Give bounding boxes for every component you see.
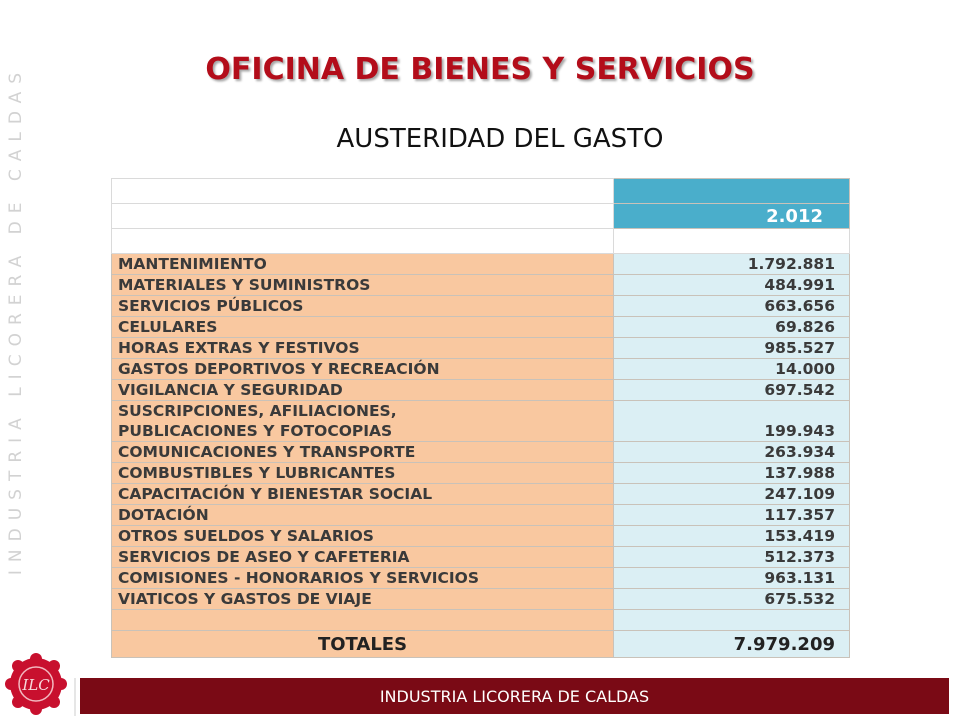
empty-value-cell: [614, 610, 850, 631]
footer-divider: [74, 678, 76, 716]
page-subtitle: AUSTERIDAD DEL GASTO: [336, 124, 664, 154]
licorera-seal-logo: [4, 652, 68, 716]
row-label-line2: PUBLICACIONES Y FOTOCOPIAS: [118, 422, 393, 440]
expense-table: [111, 178, 850, 658]
footer-text: INDUSTRIA LICORERA DE CALDAS: [379, 686, 650, 706]
total-value: 7.979.209: [614, 631, 850, 658]
row-label: VIGILANCIA Y SEGURIDAD: [112, 380, 614, 401]
side-watermark-text: INDUSTRIA LICORERA DE CALDAS: [6, 64, 27, 576]
table-row: [112, 380, 850, 401]
table-row: [112, 317, 850, 338]
year-cell: 2.012: [614, 204, 850, 229]
table-empty-row: [112, 610, 850, 631]
row-value: 137.988: [614, 463, 850, 484]
table-row: [112, 359, 850, 380]
table-row: [112, 254, 850, 275]
table-row: [112, 484, 850, 505]
row-value: 69.826: [614, 317, 850, 338]
table-row: [112, 338, 850, 359]
row-value: 247.109: [614, 484, 850, 505]
row-label: HORAS EXTRAS Y FESTIVOS: [112, 338, 614, 359]
row-label: [112, 401, 614, 442]
row-label: COMISIONES - HONORARIOS Y SERVICIOS: [112, 568, 614, 589]
header-year-blank-cell: [614, 179, 850, 204]
row-label: COMBUSTIBLES Y LUBRICANTES: [112, 463, 614, 484]
row-label: CELULARES: [112, 317, 614, 338]
row-value: 985.527: [614, 338, 850, 359]
header-blank-cell: [112, 179, 614, 204]
row-value: 697.542: [614, 380, 850, 401]
footer-bar: [80, 678, 949, 714]
spacer-cell: [614, 229, 850, 254]
row-label: MATERIALES Y SUMINISTROS: [112, 275, 614, 296]
row-label-line1: SUSCRIPCIONES, AFILIACIONES,: [118, 402, 397, 420]
row-value: 512.373: [614, 547, 850, 568]
table-row: [112, 547, 850, 568]
row-value: 117.357: [614, 505, 850, 526]
table-year-row: [112, 204, 850, 229]
table-row: [112, 442, 850, 463]
row-label: CAPACITACIÓN Y BIENESTAR SOCIAL: [112, 484, 614, 505]
seal-logo-text: ILC: [22, 676, 50, 694]
table-row: [112, 401, 850, 442]
table-row: [112, 568, 850, 589]
table-row: [112, 505, 850, 526]
row-value: 199.943: [614, 401, 850, 442]
row-label: DOTACIÓN: [112, 505, 614, 526]
row-value: 263.934: [614, 442, 850, 463]
row-value: 663.656: [614, 296, 850, 317]
page-title: OFICINA DE BIENES Y SERVICIOS: [205, 52, 755, 87]
row-value: 675.532: [614, 589, 850, 610]
table-row: [112, 526, 850, 547]
row-value: 153.419: [614, 526, 850, 547]
row-value: 484.991: [614, 275, 850, 296]
row-label: MANTENIMIENTO: [112, 254, 614, 275]
total-label: TOTALES: [112, 631, 614, 658]
row-value: 14.000: [614, 359, 850, 380]
header-blank-cell: [112, 204, 614, 229]
empty-label-cell: [112, 610, 614, 631]
row-label: SERVICIOS PÚBLICOS: [112, 296, 614, 317]
table-row: [112, 296, 850, 317]
row-label: SERVICIOS DE ASEO Y CAFETERIA: [112, 547, 614, 568]
table-row: [112, 463, 850, 484]
table-row: [112, 589, 850, 610]
table-row: [112, 275, 850, 296]
row-label: COMUNICACIONES Y TRANSPORTE: [112, 442, 614, 463]
spacer-cell: [112, 229, 614, 254]
row-label: GASTOS DEPORTIVOS Y RECREACIÓN: [112, 359, 614, 380]
row-value: 963.131: [614, 568, 850, 589]
table-spacer-row: [112, 229, 850, 254]
row-label: OTROS SUELDOS Y SALARIOS: [112, 526, 614, 547]
row-label: VIATICOS Y GASTOS DE VIAJE: [112, 589, 614, 610]
table-header-row: [112, 179, 850, 204]
row-value: 1.792.881: [614, 254, 850, 275]
table-total-row: [112, 631, 850, 658]
